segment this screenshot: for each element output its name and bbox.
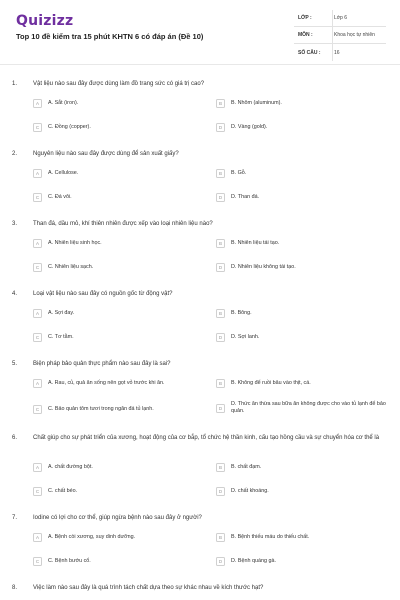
question-number: 1. — [12, 81, 18, 87]
option-d[interactable] — [216, 193, 259, 202]
option-text: C. Bệnh bướu cổ. — [48, 558, 91, 564]
option-text: D. Sợi lanh. — [231, 334, 260, 340]
option-d[interactable] — [216, 333, 259, 342]
meta-value: Lớp 6 — [334, 15, 348, 21]
option-letter-box: B — [216, 239, 225, 248]
option-letter-box: D — [216, 557, 225, 566]
option-text: A. Bệnh còi xương, suy dinh dưỡng. — [48, 534, 136, 540]
option-letter-box: C — [33, 263, 42, 272]
option-text: B. chất đạm. — [231, 464, 262, 470]
option-letter-box: B — [216, 463, 225, 472]
option-letter-box: C — [33, 333, 42, 342]
option-text: C. Bảo quản tôm tươi trong ngăn đá tủ lạnh. — [48, 406, 154, 412]
option-text: D. Than đá. — [231, 194, 260, 200]
option-letter-box: B — [216, 533, 225, 542]
question-text: Iodine có lợi cho cơ thể, giúp ngừa bệnh nào sau đây ở người? — [33, 515, 202, 521]
option-d[interactable] — [216, 123, 267, 132]
option-b[interactable] — [216, 309, 252, 318]
option-text: A. Rau, củ, quả ăn sống nên gọt vỏ trước khi ăn. — [48, 380, 165, 386]
meta-key: MÔN : — [298, 32, 313, 38]
option-b[interactable] — [216, 379, 311, 388]
option-a[interactable] — [33, 309, 74, 318]
option-letter-box: C — [33, 193, 42, 202]
option-c[interactable] — [33, 333, 74, 342]
option-d[interactable] — [216, 557, 276, 566]
option-letter-box: A — [33, 169, 42, 178]
option-letter-box: B — [216, 99, 225, 108]
question-text: Nguyên liệu nào sau đây được dùng để sản xuất giấy? — [33, 151, 179, 157]
option-letter-box: B — [216, 309, 225, 318]
option-d[interactable] — [216, 263, 296, 272]
option-b[interactable] — [216, 463, 261, 472]
option-text: B. Nhiên liệu tái tạo. — [231, 240, 280, 246]
meta-row-subject — [294, 27, 386, 44]
question-number: 8. — [12, 585, 18, 591]
option-letter-box: A — [33, 99, 42, 108]
option-letter-box: D — [216, 263, 225, 272]
option-c[interactable] — [33, 193, 72, 202]
question-number: 6. — [12, 435, 18, 441]
question-text: Việc làm nào sau đây là quá trình tách chất dựa theo sự khác nhau về kích thước hạt? — [33, 585, 264, 591]
option-c[interactable] — [33, 123, 91, 132]
question-number: 3. — [12, 221, 18, 227]
option-text: B. Bệnh thiếu máu do thiếu chất. — [231, 534, 310, 540]
option-letter-box: A — [33, 533, 42, 542]
option-letter-box: C — [33, 405, 42, 414]
option-b[interactable] — [216, 239, 279, 248]
option-letter-box: D — [216, 193, 225, 202]
option-b[interactable] — [216, 169, 246, 178]
option-letter-box: B — [216, 379, 225, 388]
option-a[interactable] — [33, 99, 78, 108]
option-text: B. Bông. — [231, 310, 252, 316]
option-text: A. Cellulose. — [48, 170, 79, 176]
option-letter-box: D — [216, 333, 225, 342]
question-number: 5. — [12, 361, 18, 367]
document-title: Top 10 đề kiểm tra 15 phút KHTN 6 có đáp án (Đề 10) — [16, 32, 204, 41]
option-c[interactable] — [33, 557, 91, 566]
question-text: Vật liệu nào sau đây được dùng làm đồ trang sức có giá trị cao? — [33, 81, 205, 87]
option-text: B. Không để ruồi bâu vào thịt, cá. — [231, 380, 311, 386]
option-text: A. chất đường bột. — [48, 464, 93, 470]
option-b[interactable] — [216, 99, 282, 108]
option-text: C. Nhiên liệu sạch. — [48, 264, 94, 270]
option-a[interactable] — [33, 379, 165, 388]
option-text: C. Đá vôi. — [48, 194, 72, 200]
meta-value: 16 — [334, 49, 340, 56]
question-text: Than đá, dầu mỏ, khí thiên nhiên được xếp vào loại nhiên liệu nào? — [33, 221, 213, 227]
option-text: D. Bệnh quáng gà. — [231, 558, 276, 564]
option-letter-box: C — [33, 487, 42, 496]
option-text: C. Tơ tằm. — [48, 334, 74, 340]
option-c[interactable] — [33, 405, 154, 414]
question-number: 4. — [12, 291, 18, 297]
option-text: D. Thức ăn thừa sau bữa ăn không được cho vào tủ lạnh để bảo quản. — [231, 401, 386, 414]
option-c[interactable] — [33, 263, 93, 272]
meta-value: Khoa học tự nhiên — [334, 32, 375, 38]
option-c[interactable] — [33, 487, 77, 496]
question-text: Loại vật liệu nào sau đây có nguồn gốc từ động vật? — [33, 291, 173, 297]
option-text: A. Sắt (iron). — [48, 100, 79, 106]
option-letter-box: D — [216, 404, 225, 413]
option-text: A. Nhiên liệu sinh học. — [48, 240, 102, 246]
option-letter-box: B — [216, 169, 225, 178]
option-text: B. Nhôm (aluminum). — [231, 100, 282, 106]
option-letter-box: A — [33, 463, 42, 472]
meta-key: SỐ CÂU : — [298, 49, 321, 56]
option-a[interactable] — [33, 169, 78, 178]
option-a[interactable] — [33, 533, 135, 542]
option-letter-box: C — [33, 123, 42, 132]
option-b[interactable] — [216, 533, 309, 542]
option-letter-box: A — [33, 379, 42, 388]
question-number: 7. — [12, 515, 18, 521]
question-text: Biện pháp bảo quản thực phẩm nào sau đây là sai? — [33, 361, 171, 367]
quizizz-logo: Quizizz — [16, 13, 74, 29]
option-letter-box: A — [33, 309, 42, 318]
meta-key: LỚP : — [298, 15, 312, 21]
option-text: D. Nhiên liệu không tái tạo. — [231, 264, 296, 270]
option-text: A. Sợi đay. — [48, 310, 75, 316]
meta-row-count — [294, 44, 386, 61]
option-letter-box: A — [33, 239, 42, 248]
question-text: Chất giúp cho sự phát triển của xương, hoạt động của cơ bắp, tổ chức hệ thần kinh, cấu tạo hồng cầu và sự chuyển hóa cơ thể là — [33, 435, 380, 441]
option-text: C. chất béo. — [48, 488, 78, 494]
option-text: B. Gỗ. — [231, 170, 247, 176]
meta-info-table — [294, 10, 386, 61]
option-a[interactable] — [33, 239, 102, 248]
document-header — [0, 0, 400, 64]
option-d[interactable] — [216, 487, 269, 496]
option-letter-box: C — [33, 557, 42, 566]
option-a[interactable] — [33, 463, 93, 472]
meta-divider — [332, 10, 333, 61]
option-text: D. Vàng (gold). — [231, 124, 268, 130]
question-number: 2. — [12, 151, 18, 157]
meta-row-class — [294, 10, 386, 27]
option-text: D. chất khoáng. — [231, 488, 269, 494]
header-divider — [0, 64, 400, 65]
option-letter-box: D — [216, 487, 225, 496]
option-d[interactable] — [216, 401, 391, 415]
option-letter-box: D — [216, 123, 225, 132]
option-text: C. Đồng (copper). — [48, 124, 91, 130]
